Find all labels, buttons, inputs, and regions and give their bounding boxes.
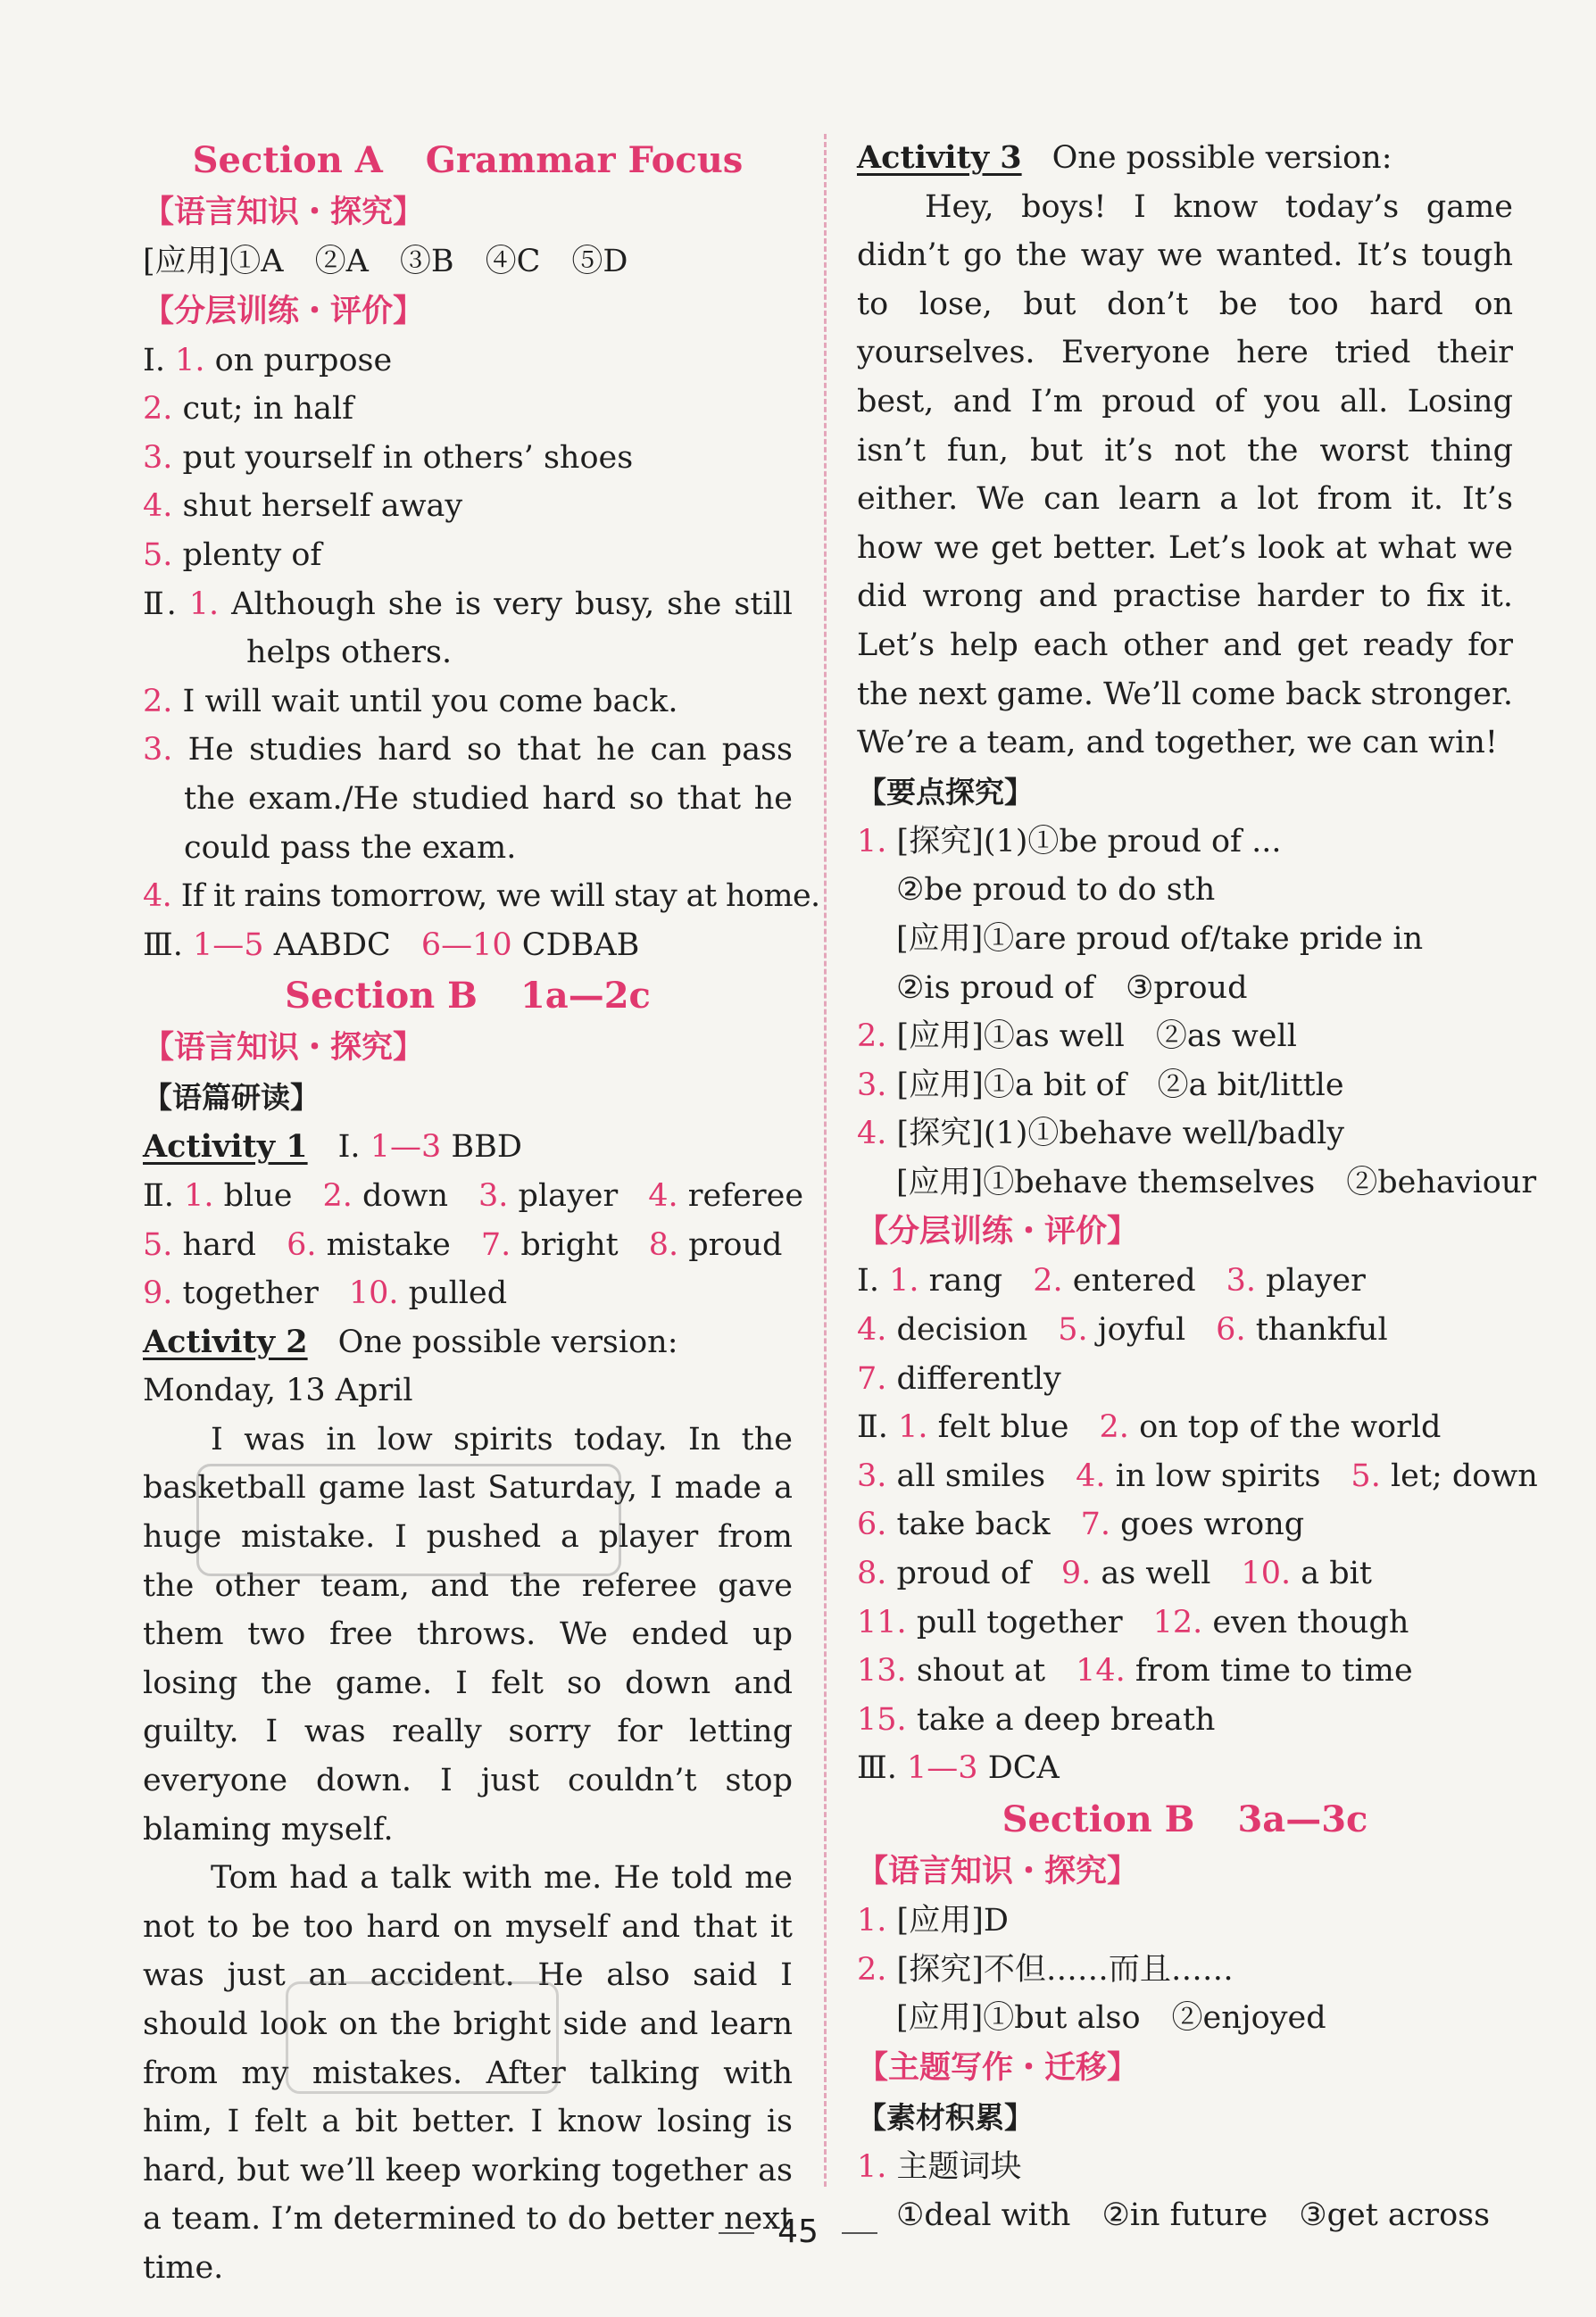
list-item: 1. [应用]D	[857, 1903, 1009, 1939]
theme-writing-heading: 【主题写作・迁移】	[857, 2049, 1139, 2086]
list-item: 8. proud of 9. as well 10. a bit	[857, 1556, 1372, 1592]
language-knowledge-heading: 【语言知识・探究】	[143, 195, 425, 230]
list-item: Ⅱ. 1. felt blue 2. on top of the world	[857, 1409, 1442, 1446]
list-item: 2. [应用]①as well ②as well	[857, 1018, 1297, 1055]
list-item: [应用]①but also ②enjoyed	[896, 2000, 1326, 2037]
activity-1-row: 5. hard 6. mistake 7. bright 8. proud	[143, 1226, 783, 1263]
section-b-3a-title: Section B 3a—3c	[1002, 1798, 1368, 1840]
list-item: 1. [探究](1)①be proud of ...	[857, 823, 1282, 860]
list-item: 3. all smiles 4. in low spirits 5. let; down	[857, 1457, 1538, 1494]
list-item: ②is proud of ③proud	[896, 969, 1248, 1006]
speech-paragraph: Hey, boys! I know today’s game didn’t go the way we wanted. It’s tough to lose, but don’t be too hard on yourselves. Everyone here tried their best, and I’m proud of you all. Losing isn’t fun, but it’s not the worst thing either. We can learn a lot from it. It’s how we get better. Let’s look at what we did wrong and practise harder to fix it. Let’s help each other and get ready for the next game. We’ll come back stronger. We’re a team, and together, we can win!	[857, 188, 1513, 761]
activity-3-heading: Activity 3 One possible version:	[857, 139, 1392, 176]
footer-dash	[842, 2232, 877, 2234]
list-item: 7. differently	[857, 1360, 1061, 1397]
layered-training-heading: 【分层训练・评价】	[857, 1214, 1139, 1250]
activity-3-title: Activity 3	[857, 139, 1022, 176]
list-item: 11. pull together 12. even though	[857, 1604, 1409, 1640]
section-b-title: Section B 1a—2c	[285, 975, 651, 1017]
activity-2-heading: Activity 2 One possible version:	[143, 1323, 678, 1360]
page-number: 45	[777, 2213, 819, 2250]
part-2	[143, 580, 820, 921]
part-3: Ⅲ. 1—5 AABDC 6—10 CDBAB	[143, 926, 640, 963]
part-1	[143, 336, 793, 580]
list-item: ①deal with ②in future ③get across	[896, 2197, 1491, 2234]
list-item: 3. He studies hard so that he can pass the exam./He studied hard so that he could pass the exam.	[143, 732, 793, 866]
column-divider	[824, 134, 827, 2187]
list-item: 4. decision 5. joyful 6. thankful	[857, 1312, 1388, 1349]
activity-1-title: Activity 1	[143, 1128, 308, 1166]
activity-2-title: Activity 2	[143, 1323, 308, 1360]
list-item: 3. [应用]①a bit of ②a bit/little	[857, 1067, 1344, 1103]
page-footer	[0, 2210, 1596, 2255]
list-item: 1. 主题词块	[857, 2148, 1022, 2185]
list-item: 13. shout at 14. from time to time	[857, 1653, 1413, 1690]
right-column	[857, 134, 1538, 2240]
list-item: 4. If it rains tomorrow, we will stay at home.	[143, 878, 820, 915]
diary-date: Monday, 13 April	[143, 1373, 413, 1409]
list-item: 2. cut; in half	[143, 391, 354, 428]
activity-1-row: Ⅱ. 1. blue 2. down 3. player 4. referee	[143, 1177, 804, 1214]
apply-answers: [应用]①A ②A ③B ④C ⑤D	[143, 244, 628, 279]
activity-1-row: Activity 1 Ⅰ. 1—3 BBD	[143, 1128, 522, 1166]
list-item: Ⅰ. 1. on purpose	[143, 342, 393, 378]
list-item: 2. [探究]不但……而且……	[857, 1951, 1234, 1988]
list-item: 4. shut herself away	[143, 488, 463, 525]
list-item: Ⅲ. 1—3 DCA	[857, 1750, 1060, 1787]
list-item: Ⅰ. 1. rang 2. entered 3. player	[857, 1263, 1366, 1300]
list-item: Ⅱ. 1. Although she is very busy, she still helps others.	[143, 585, 793, 671]
language-knowledge-heading: 【语言知识・探究】	[143, 1030, 425, 1067]
list-item: 4. [探究](1)①behave well/badly	[857, 1116, 1345, 1152]
diary-paragraph-2: Tom had a talk with me. He told me not to be too hard on myself and that it was just an accident. He also said I should look on the bright side and learn from my mistakes. After talking with him, I felt a bit better. I know losing is hard, but we’ll keep working together as a team. I’m determined to do better next time.	[143, 1860, 793, 2286]
language-knowledge-heading: 【语言知识・探究】	[857, 1854, 1139, 1889]
diary-paragraph-1: I was in low spirits today. In the basketball game last Saturday, I made a huge mistake. I pushed a player from the other team, and the referee gave them two free throws. We ended up losing the game. I felt so down and guilty. I was really sorry for letting everyone down. I just couldn’t stop blaming myself.	[143, 1421, 793, 1848]
section-a-title: Section A Grammar Focus	[192, 139, 744, 181]
list-item: 5. plenty of	[143, 536, 322, 573]
list-item: 6. take back 7. goes wrong	[857, 1507, 1305, 1543]
list-item: 2. I will wait until you come back.	[143, 683, 678, 719]
footer-dash	[719, 2232, 754, 2234]
list-item: 3. put yourself in others’ shoes	[143, 439, 634, 476]
list-item: ②be proud to do sth	[896, 872, 1216, 909]
text-reading-heading: 【语篇研读】	[143, 1080, 320, 1116]
list-item: [应用]①are proud of/take pride in	[896, 920, 1424, 957]
material-heading: 【素材积累】	[857, 2099, 1034, 2135]
list-item: 15. take a deep breath	[857, 1701, 1216, 1738]
key-points-heading: 【要点探究】	[857, 774, 1034, 810]
layered-training-heading: 【分层训练・评价】	[143, 293, 425, 329]
activity-1-row: 9. together 10. pulled	[143, 1275, 508, 1312]
list-item: [应用]①behave themselves ②behaviour	[896, 1164, 1537, 1200]
